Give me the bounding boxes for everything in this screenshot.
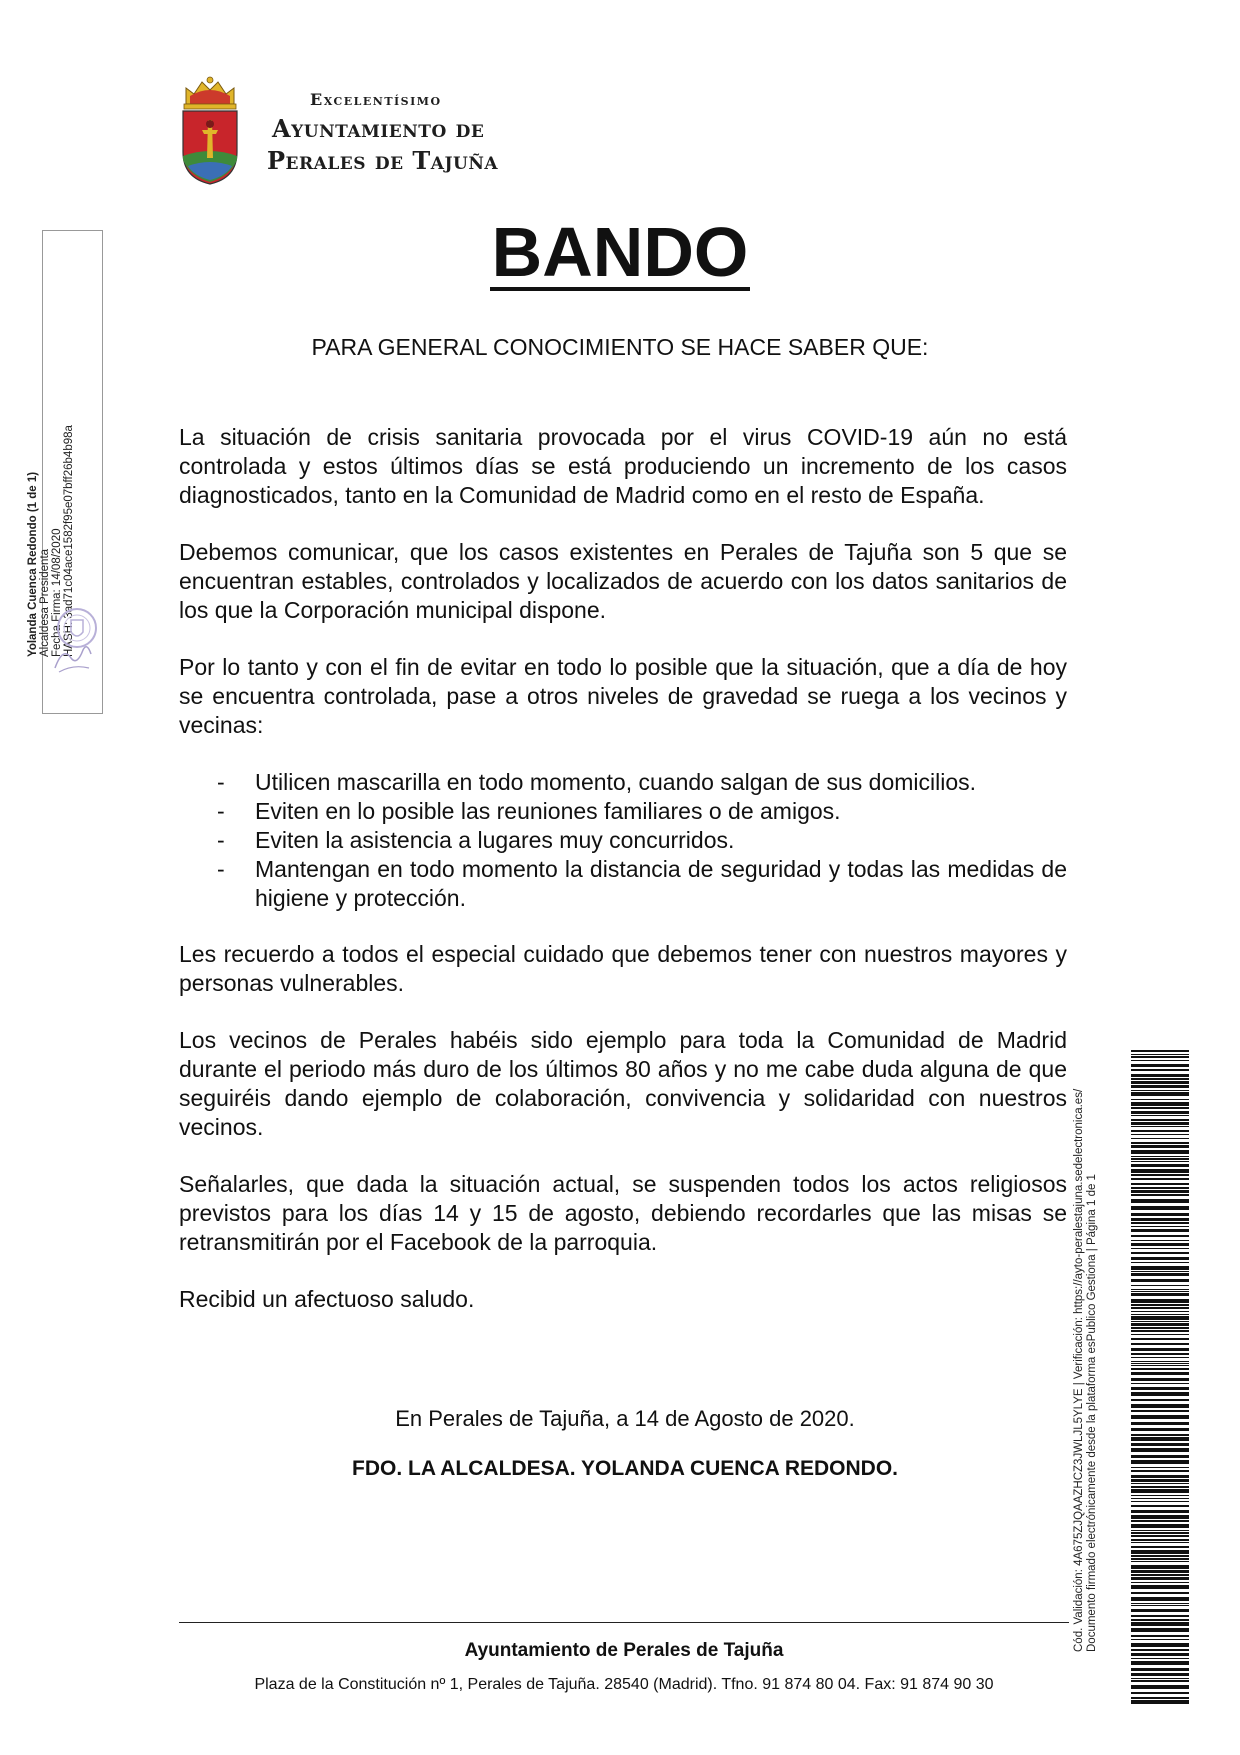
official-seal-icon — [49, 606, 99, 676]
barcode-bar — [1131, 1653, 1189, 1656]
barcode-bar — [1131, 1661, 1189, 1665]
barcode-bar — [1131, 1054, 1189, 1055]
barcode-bar — [1131, 1092, 1189, 1096]
barcode-bar — [1131, 1291, 1189, 1292]
barcode-bar — [1131, 1495, 1189, 1496]
barcode-bar — [1131, 1658, 1189, 1659]
barcode-bar — [1131, 1475, 1189, 1478]
barcode-bar — [1131, 1158, 1189, 1160]
barcode-bar — [1131, 1486, 1189, 1488]
barcode-bar — [1131, 1156, 1189, 1157]
list-item — [179, 797, 1067, 826]
barcode-bar — [1131, 1285, 1189, 1286]
signer-name: Yolanda Cuenca Redondo (1 de 1) — [27, 471, 39, 657]
barcode-bar — [1131, 1343, 1189, 1345]
barcode-bar — [1131, 1387, 1189, 1390]
bullet-dash: - — [217, 798, 225, 824]
barcode-bar — [1131, 1235, 1189, 1237]
barcode-bar — [1131, 1392, 1189, 1396]
barcode-bar — [1131, 1240, 1189, 1241]
barcode-bar — [1131, 1050, 1189, 1052]
barcode-bar — [1131, 1505, 1189, 1507]
barcode-bar — [1131, 1501, 1189, 1502]
barcode-bar — [1131, 1348, 1189, 1351]
paragraph: Los vecinos de Perales habéis sido ejemplo para toda la Comunidad de Madrid durante el periodo más duro de los últimos 80 años y no me cabe duda alguna de que seguiréis dando ejemplo de colaboración, convivencia y solidaridad con nuestros vecinos. — [179, 1027, 1067, 1140]
barcode-bar — [1131, 1570, 1189, 1573]
barcode-bar — [1131, 1357, 1189, 1358]
footer-address: Plaza de la Constitución nº 1, Perales de Tajuña. 28540 (Madrid). Tfno. 91 874 80 04. Fax: 91 874 90 30 — [254, 1676, 994, 1693]
barcode-bar — [1131, 1338, 1189, 1340]
barcode-bar — [1131, 1134, 1189, 1135]
barcode-bar — [1131, 1428, 1189, 1431]
paragraph: La situación de crisis sanitaria provocada por el virus COVID-19 aún no está controlada y estos últimos días se está produciendo un incremento de los casos diagnosticados, tanto en la Comunidad de Madrid como en el resto de España. — [179, 424, 1067, 508]
barcode-bar — [1131, 1334, 1189, 1335]
barcode-bar — [1131, 1321, 1189, 1322]
barcode-bar — [1131, 1685, 1189, 1689]
barcode-bar — [1131, 1455, 1189, 1458]
barcode-bar — [1131, 1515, 1189, 1519]
barcode-bar — [1131, 1187, 1189, 1189]
barcode-bar — [1131, 1479, 1189, 1482]
barcode-bar — [1131, 1271, 1189, 1272]
barcode-bar — [1131, 1697, 1189, 1699]
barcode-bar — [1131, 1142, 1189, 1144]
barcode-bar — [1131, 1628, 1189, 1632]
barcode-bar — [1131, 1372, 1189, 1375]
signature-box-text — [27, 277, 75, 657]
barcode-bar — [1131, 1680, 1189, 1682]
barcode-bar — [1131, 1597, 1189, 1601]
barcode-bar — [1131, 1415, 1189, 1419]
list-item-text: Eviten la asistencia a lugares muy concurridos. — [255, 827, 735, 853]
barcode-bar — [1131, 1257, 1189, 1260]
barcode-bar — [1131, 1448, 1189, 1452]
list-item — [179, 768, 1067, 797]
barcode-bar — [1131, 1520, 1189, 1522]
barcode-bar — [1131, 1102, 1189, 1106]
barcode-bar — [1131, 1178, 1189, 1180]
barcode-bar — [1131, 1199, 1189, 1203]
barcode-bar — [1131, 1555, 1189, 1557]
header-line-town-name: Perales de Tajuña — [267, 146, 499, 175]
barcode-bar — [1131, 1252, 1189, 1254]
barcode-bar — [1131, 1194, 1189, 1196]
barcode-bar — [1131, 1126, 1189, 1127]
footer-divider — [179, 1622, 1069, 1623]
barcode-bar — [1131, 1183, 1189, 1185]
bullet-dash: - — [217, 769, 225, 795]
barcode-bar — [1131, 1138, 1189, 1139]
barcode-bar — [1131, 1489, 1189, 1493]
barcode-bar — [1131, 1327, 1189, 1329]
barcode-bar — [1131, 1353, 1189, 1355]
barcode-bar — [1131, 1577, 1189, 1580]
list-item — [179, 855, 1067, 913]
barcode-bar — [1131, 1299, 1189, 1303]
barcode-bar — [1131, 1558, 1189, 1560]
barcode-bar — [1131, 1399, 1189, 1401]
verification-code-line: Cód. Validación: 4A675ZJQAAZHCZ3JWLJL5YLYE | Verificación: https://ayto-peralestajuna.sedelectronica.es/ — [1073, 1088, 1085, 1652]
verification-platform-line: Documento firmado electrónicamente desde la plataforma esPublico Gestiona | Página 1 de 1 — [1085, 1174, 1098, 1652]
barcode-bar — [1131, 1524, 1189, 1528]
barcode-bar — [1131, 1422, 1189, 1425]
barcode-bar — [1131, 1700, 1189, 1704]
barcode-bar — [1131, 1365, 1189, 1366]
barcode-bar — [1131, 1099, 1189, 1100]
barcode-bar — [1131, 1410, 1189, 1412]
document-title — [0, 212, 1240, 292]
barcode-bar — [1131, 1056, 1189, 1058]
coat-of-arms-logo — [180, 74, 240, 186]
bullet-dash: - — [217, 856, 225, 882]
barcode-bar — [1131, 1561, 1189, 1562]
barcode-bar — [1131, 1434, 1189, 1436]
barcode-bar — [1131, 1467, 1189, 1468]
barcode-bar — [1131, 1316, 1189, 1320]
signature-line: FDO. LA ALCALDESA. YOLANDA CUENCA REDONDO. — [352, 1457, 898, 1480]
barcode-bar — [1131, 1363, 1189, 1364]
barcode-bar — [1131, 1222, 1189, 1224]
barcode-bar — [1131, 1164, 1189, 1167]
barcode-bar — [1131, 1639, 1189, 1640]
bullet-dash: - — [217, 827, 225, 853]
barcode-bar — [1131, 1649, 1189, 1651]
barcode-bar — [1131, 1585, 1189, 1589]
barcode-bar — [1131, 1603, 1189, 1604]
document-body — [179, 423, 1067, 1342]
barcode-bar — [1131, 1111, 1189, 1114]
barcode-bar — [1131, 1678, 1189, 1679]
date-line: En Perales de Tajuña, a 14 de Agosto de 2020. — [395, 1406, 855, 1431]
verification-text — [1073, 1088, 1098, 1652]
barcode-bar — [1131, 1574, 1189, 1576]
barcode-bar — [1131, 1535, 1189, 1537]
barcode-bar — [1131, 1330, 1189, 1332]
barcode-bar — [1131, 1539, 1189, 1541]
list-item-text: Utilicen mascarilla en todo momento, cuando salgan de sus domicilios. — [255, 769, 977, 795]
barcode-bar — [1131, 1145, 1189, 1148]
signature-hash: HASH: 3ad71c04ace1582f95e07bff26b4b98a — [63, 425, 75, 657]
list-item — [179, 826, 1067, 855]
barcode-bar — [1131, 1229, 1189, 1232]
barcode-bar — [1131, 1289, 1189, 1290]
paragraph: Señalarles, que dada la situación actual, se suspenden todos los actos religiosos previstos para los días 14 y 15 de agosto, debiendo recordarles que las misas se retransmitirán por el Facebook de la parroquia. — [179, 1171, 1067, 1255]
barcode-bar — [1131, 1673, 1189, 1676]
barcode-bar — [1131, 1122, 1189, 1125]
barcode-bar — [1131, 1470, 1189, 1472]
barcode-bar — [1131, 1107, 1189, 1109]
barcode-bar — [1131, 1443, 1189, 1446]
barcode-bar — [1131, 1592, 1189, 1594]
barcode-bar — [1131, 1226, 1189, 1227]
barcode-bar — [1131, 1069, 1189, 1071]
barcode-bar — [1131, 1115, 1189, 1116]
barcode-bar — [1131, 1304, 1189, 1306]
header-line-excelentisimo: Excelentísimo — [310, 90, 442, 109]
barcode-bar — [1131, 1150, 1189, 1154]
barcode-bar — [1131, 1383, 1189, 1384]
barcode-bar — [1131, 1243, 1189, 1246]
barcode-bar — [1131, 1361, 1189, 1362]
header-line-ayuntamiento: Ayuntamiento de — [272, 114, 485, 143]
barcode-bar — [1131, 1262, 1189, 1263]
barcode-bar — [1131, 1546, 1189, 1548]
footer-organization: Ayuntamiento de Perales de Tajuña — [464, 1640, 784, 1661]
barcode-bar — [1131, 1692, 1189, 1694]
barcode-bar — [1131, 1609, 1189, 1612]
barcode-bar — [1131, 1619, 1189, 1621]
paragraph: Debemos comunicar, que los casos existentes en Perales de Tajuña son 5 que se encuentran estables, controlados y localizados de acuerdo con los datos sanitarios de los que la Corporación municipal dispone. — [179, 539, 1067, 623]
list-item-text: Eviten en lo posible las reuniones familiares o de amigos. — [255, 798, 841, 824]
barcode-bar — [1131, 1074, 1189, 1077]
barcode-bar — [1131, 1582, 1189, 1583]
barcode-bar — [1131, 1273, 1189, 1276]
barcode-bar — [1131, 1550, 1189, 1554]
barcode-bar — [1131, 1078, 1189, 1080]
title-text: BANDO — [491, 213, 749, 291]
barcode-bar — [1131, 1437, 1189, 1441]
barcode-bar — [1131, 1460, 1189, 1464]
barcode-bar — [1131, 1368, 1189, 1370]
barcode-bar — [1131, 1190, 1189, 1193]
barcode-bar — [1131, 1311, 1189, 1312]
barcode-bar — [1131, 1218, 1189, 1221]
barcode-bar — [1131, 1293, 1189, 1296]
signer-role: Alcaldesa Presidenta — [39, 548, 51, 657]
barcode-bar — [1131, 1643, 1189, 1647]
barcode-bar — [1131, 1130, 1189, 1132]
barcode-bar — [1131, 1404, 1189, 1408]
barcode-bar — [1131, 1307, 1189, 1309]
barcode-bar — [1131, 1060, 1189, 1061]
barcode-bar — [1131, 1530, 1189, 1531]
barcode-bar — [1131, 1323, 1189, 1326]
measures-list — [179, 768, 1067, 913]
barcode-bar — [1131, 1622, 1189, 1626]
barcode-bar — [1131, 1542, 1189, 1543]
barcode-bar — [1131, 1174, 1189, 1176]
barcode-bar — [1131, 1213, 1189, 1216]
barcode-bar — [1131, 1090, 1189, 1091]
barcode-bar — [1131, 1668, 1189, 1671]
barcode-bar — [1131, 1119, 1189, 1121]
barcode-bar — [1131, 1279, 1189, 1282]
verification-barcode — [1131, 1050, 1189, 1704]
paragraph: Les recuerdo a todos el especial cuidado que debemos tener con nuestros mayores y personas vulnerables. — [179, 941, 1067, 996]
barcode-bar — [1131, 1064, 1189, 1067]
barcode-bar — [1131, 1510, 1189, 1513]
barcode-bar — [1131, 1161, 1189, 1162]
document-subtitle: PARA GENERAL CONOCIMIENTO SE HACE SABER QUE: — [311, 334, 929, 360]
barcode-bar — [1131, 1378, 1189, 1381]
barcode-bar — [1131, 1081, 1189, 1084]
paragraph: Por lo tanto y con el fin de evitar en todo lo posible que la situación, que a día de hoy se encuentra controlada, pase a otros niveles de gravedad se ruega a los vecinos y vecinas: — [179, 654, 1067, 738]
barcode-bar — [1131, 1314, 1189, 1315]
signature-date: Fecha Firma: 14/08/2020 — [51, 528, 63, 657]
barcode-bar — [1131, 1248, 1189, 1249]
barcode-bar — [1131, 1085, 1189, 1088]
barcode-bar — [1131, 1498, 1189, 1499]
barcode-bar — [1131, 1206, 1189, 1210]
barcode-bar — [1131, 1605, 1189, 1606]
list-item-text: Mantengan en todo momento la distancia de seguridad y todas las medidas de higiene y protección. — [255, 856, 1067, 911]
barcode-bar — [1131, 1565, 1189, 1569]
barcode-bar — [1131, 1266, 1189, 1270]
barcode-bar — [1131, 1615, 1189, 1617]
barcode-bar — [1131, 1532, 1189, 1534]
barcode-bar — [1131, 1635, 1189, 1637]
paragraph-closing: Recibid un afectuoso saludo. — [179, 1286, 475, 1312]
barcode-bar — [1131, 1169, 1189, 1173]
barcode-bar — [1131, 1483, 1189, 1484]
